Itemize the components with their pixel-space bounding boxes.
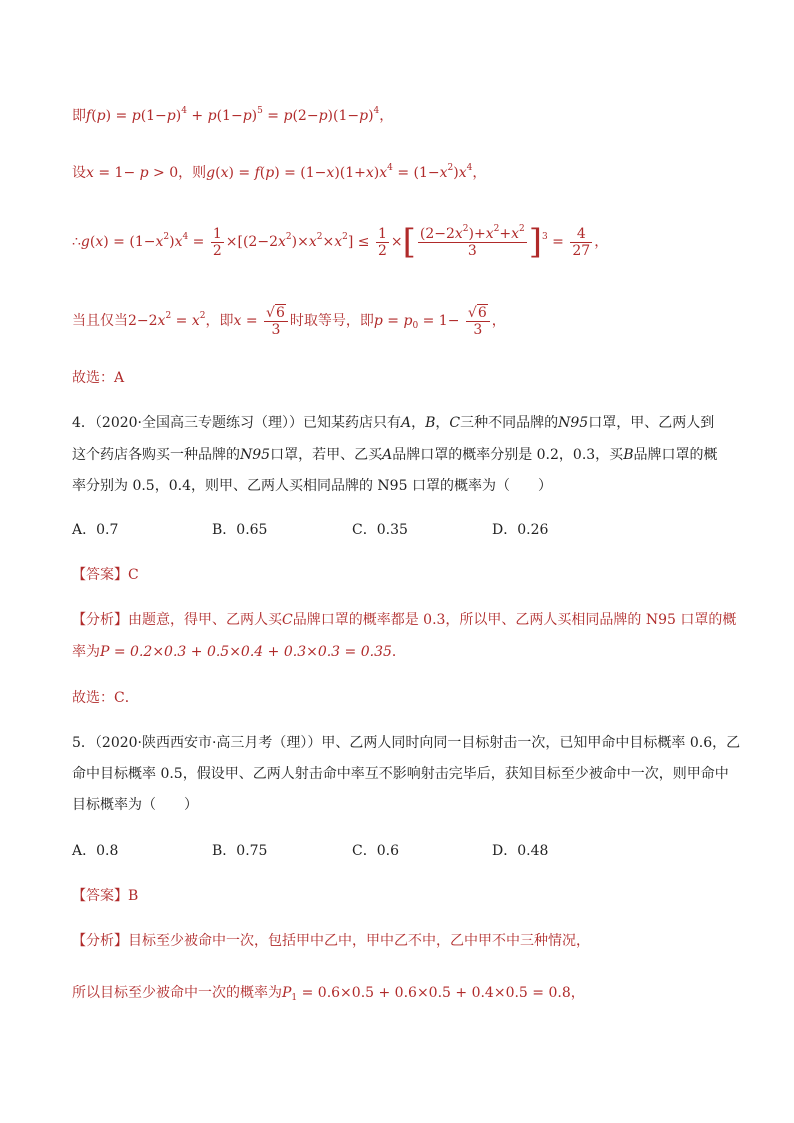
q4-answer: 【答案】C xyxy=(72,567,139,583)
analysis-tag: 【分析】 xyxy=(72,612,128,628)
q5-stem-line2: 命中目标概率 0.5，假设甲、乙两人射击命中率互不影响射击完毕后，获知目标至少被命中一次，则甲命中 xyxy=(72,766,729,782)
q4-option-d: D．0.26 xyxy=(492,522,549,538)
q4-option-a: A．0.7 xyxy=(72,522,119,538)
eq3-trail: ， xyxy=(594,234,609,250)
q5-option-d: D．0.48 xyxy=(492,843,549,859)
fraction-result: $\frac{4}{27}$ xyxy=(572,225,591,259)
answer-tag: 【答案】 xyxy=(72,888,128,904)
eq4-t1: 当且仅当 xyxy=(72,313,128,329)
q4-stem-line1: 4．（2020·全国高三专题练习（理））已知某药店只有A，B，C三种不同品牌的N95口罩，甲、乙两人到 xyxy=(72,415,715,431)
analysis-tag: 【分析】 xyxy=(72,933,128,949)
equation-f-of-p: 即$f(p) = p(1-p)^4 + p(1-p)^5 = p(2-p)(1-p)^4$， xyxy=(72,106,394,124)
q4-choice: 故选：C． xyxy=(72,690,139,706)
q4-stem-line2: 这个药店各购买一种品牌的N95口罩，若甲、乙买A品牌口罩的概率分别是 0.2，0.3，买B品牌口罩的概 xyxy=(72,447,718,463)
eq2-lead: 设 xyxy=(72,165,86,181)
eq3-lead: ∴ xyxy=(72,234,81,250)
fraction-half-2: $\frac{1}{2}$ xyxy=(377,225,387,259)
q3-choice: 故选：A xyxy=(72,370,125,386)
equation-inequality: ∴g(x) = $(1-x^2)x^4$ = $\frac{1}{2}$ $\times[(2-2x^2)\times x^2\times x^2]$ ≤ $\frac{1}{2}$ ×[ $\frac{(2-2x^2)+x^2+x^2}{3}$ ]$^3$ = $\frac{4}{27}$ ， xyxy=(72,222,609,262)
q5-stem-line3: 目标概率为（ ） xyxy=(72,797,198,813)
q4-options xyxy=(72,520,632,540)
equation-substitution: 设x = 1− p > 0，则$g(x) = f(p) = (1-x)(1+x)x^4 = (1-x^2)x^4$， xyxy=(72,163,487,181)
fraction-root6-over-3: $\frac{√6}{3}$ xyxy=(264,305,288,338)
q5-analysis-line2: 所以目标至少被命中一次的概率为$P_1 = 0.6\times 0.5 + 0.6\times 0.5 + 0.4\times 0.5 = 0.8$， xyxy=(72,985,585,1003)
q4-option-b: B．0.65 xyxy=(212,522,268,538)
eq2-trail: ， xyxy=(472,165,487,181)
q5-options xyxy=(72,841,632,861)
q4-analysis-line2: 率为P = 0.2×0.3 + 0.5×0.4 + 0.3×0.3 = 0.35． xyxy=(72,644,406,660)
eq1-trail: ， xyxy=(379,108,394,124)
eq4-trail: ， xyxy=(491,313,506,329)
q4-option-c: C．0.35 xyxy=(352,522,408,538)
eq4-t3: 时取等号，即 xyxy=(289,313,374,329)
fraction-half-1: $\frac{1}{2}$ xyxy=(212,225,222,259)
fraction-am-gm: $\frac{(2-2x^2)+x^2+x^2}{3}$ xyxy=(419,223,525,259)
answer-tag: 【答案】 xyxy=(72,567,128,583)
eq1-lead: 即 xyxy=(72,108,86,124)
eq2-cond-text: ，则 xyxy=(178,165,207,181)
q5-option-a: A．0.8 xyxy=(72,843,119,859)
q4-analysis-line1: 【分析】由题意，得甲、乙两人买C品牌口罩的概率都是 0.3，所以甲、乙两人买相同品牌的 N95 口罩的概 xyxy=(72,612,737,628)
fraction-root6-over-3-b: $\frac{√6}{3}$ xyxy=(466,305,490,338)
q5-answer: 【答案】B xyxy=(72,888,139,904)
q5-option-b: B．0.75 xyxy=(212,843,268,859)
q4-stem-line3: 率分别为 0.5，0.4，则甲、乙两人买相同品牌的 N95 口罩的概率为（ ） xyxy=(72,478,552,494)
q5-stem-line1: 5．（2020·陕西西安市·高三月考（理））甲、乙两人同时向同一目标射击一次，已知甲命中目标概率 0.6，乙 xyxy=(72,735,741,751)
eq4-t2: ，即 xyxy=(205,313,234,329)
q5-option-c: C．0.6 xyxy=(352,843,399,859)
equation-equality-condition: 当且仅当$2-2x^2 = x^2$，即x = $\frac{√6}{3}$ 时取等号，即$p = p_0 = 1-$ $\frac{√6}{3}$ ， xyxy=(72,304,506,338)
q5-analysis-line1: 【分析】目标至少被命中一次，包括甲中乙中，甲中乙不中，乙中甲不中三种情况， xyxy=(72,933,590,949)
